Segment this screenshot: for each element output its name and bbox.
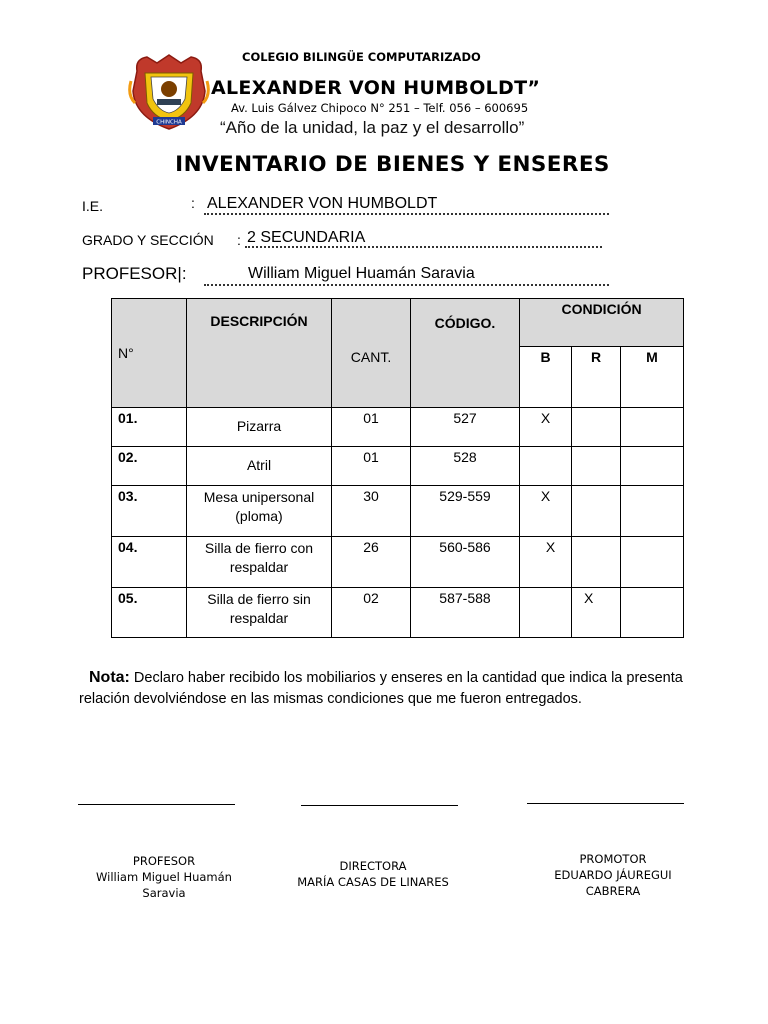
signature-line-directora	[301, 805, 458, 806]
row-cant: 01	[332, 447, 411, 486]
header-descripcion: DESCRIPCIÓN	[187, 299, 332, 408]
row-cond-b: X	[520, 408, 572, 447]
header-num: N°	[112, 299, 187, 408]
ie-value: ALEXANDER VON HUMBOLDT	[207, 195, 438, 212]
row-cond-b	[520, 447, 572, 486]
signature-promotor-name: EDUARDO JÁUREGUI CABRERA	[554, 868, 672, 898]
inventory-table	[111, 298, 684, 638]
table-row	[112, 408, 684, 447]
logo-label: CHINCHA	[156, 119, 182, 126]
row-cond-b	[520, 588, 572, 638]
row-codigo: 587-588	[411, 588, 520, 638]
header-cant: CANT.	[332, 347, 411, 408]
row-num: 03.	[112, 486, 187, 537]
row-cond-m	[621, 486, 684, 537]
row-cant: 26	[332, 537, 411, 588]
row-num: 04.	[112, 537, 187, 588]
row-description: Atril	[187, 447, 332, 486]
row-cond-m	[621, 588, 684, 638]
document-title: INVENTARIO DE BIENES Y ENSERES	[175, 152, 610, 177]
row-cond-m	[621, 537, 684, 588]
header-r: R	[572, 347, 621, 408]
signature-profesor-name: William Miguel Huamán Saravia	[96, 870, 232, 900]
ie-label: I.E.	[82, 198, 104, 214]
row-cant: 02	[332, 588, 411, 638]
header-codigo: CÓDIGO.	[411, 299, 520, 408]
row-codigo: 528	[411, 447, 520, 486]
signature-directora	[283, 858, 463, 890]
row-description: Silla de fierro con respaldar	[187, 537, 332, 588]
row-cond-b: X	[520, 537, 572, 588]
year-motto: “Año de la unidad, la paz y el desarrollo”	[220, 118, 525, 137]
signature-profesor	[74, 853, 254, 901]
row-codigo: 529-559	[411, 486, 520, 537]
signature-promotor	[523, 851, 703, 899]
signature-directora-role: DIRECTORA	[339, 859, 407, 873]
table-row	[112, 537, 684, 588]
row-cond-m	[621, 408, 684, 447]
row-cond-r: X	[572, 588, 621, 638]
table-row	[112, 447, 684, 486]
row-codigo: 527	[411, 408, 520, 447]
row-cant: 30	[332, 486, 411, 537]
row-cond-r	[572, 408, 621, 447]
ie-colon: :	[191, 195, 195, 211]
profesor-label: PROFESOR|:	[82, 264, 187, 283]
school-crest-logo	[127, 51, 211, 133]
row-cant: 01	[332, 408, 411, 447]
row-cond-b: X	[520, 486, 572, 537]
profesor-dotted-line	[204, 284, 609, 286]
row-cond-m	[621, 447, 684, 486]
grado-colon: :	[237, 232, 241, 248]
grado-value: 2 SECUNDARIA	[247, 229, 366, 246]
school-subtitle: COLEGIO BILINGÜE COMPUTARIZADO	[242, 50, 481, 64]
signature-directora-name: MARÍA CASAS DE LINARES	[297, 875, 449, 889]
row-cond-r	[572, 486, 621, 537]
row-description: Pizarra	[187, 408, 332, 447]
row-num: 02.	[112, 447, 187, 486]
row-codigo: 560-586	[411, 537, 520, 588]
table-row	[112, 486, 684, 537]
row-description: Silla de fierro sin respaldar	[187, 588, 332, 638]
school-address: Av. Luis Gálvez Chipoco N° 251 – Telf. 056 – 600695	[231, 101, 529, 115]
header-cant-top	[332, 299, 411, 347]
row-cond-r	[572, 447, 621, 486]
profesor-value: William Miguel Huamán Saravia	[248, 265, 475, 282]
note-text: Declaro haber recibido los mobiliarios y enseres en la cantidad que indica la presenta relación devolviéndose en las mismas condiciones que me fueron entregados.	[79, 670, 683, 707]
signature-line-profesor	[78, 804, 235, 805]
signature-line-promotor	[527, 803, 684, 804]
declaration-note	[79, 667, 699, 710]
grado-label: GRADO Y SECCIÓN	[82, 232, 214, 248]
row-num: 05.	[112, 588, 187, 638]
note-label: Nota:	[89, 669, 130, 686]
header-condicion: CONDICIÓN	[520, 299, 684, 347]
row-cond-r	[572, 537, 621, 588]
header-b: B	[520, 347, 572, 408]
table-row	[112, 588, 684, 638]
ie-dotted-line	[204, 213, 609, 215]
signature-promotor-role: PROMOTOR	[579, 852, 647, 866]
row-description: Mesa unipersonal (ploma)	[187, 486, 332, 537]
row-num: 01.	[112, 408, 187, 447]
header-m: M	[621, 347, 684, 408]
signature-profesor-role: PROFESOR	[132, 854, 196, 868]
school-name: ALEXANDER VON HUMBOLDT”	[211, 77, 541, 99]
grado-dotted-line	[245, 246, 602, 248]
